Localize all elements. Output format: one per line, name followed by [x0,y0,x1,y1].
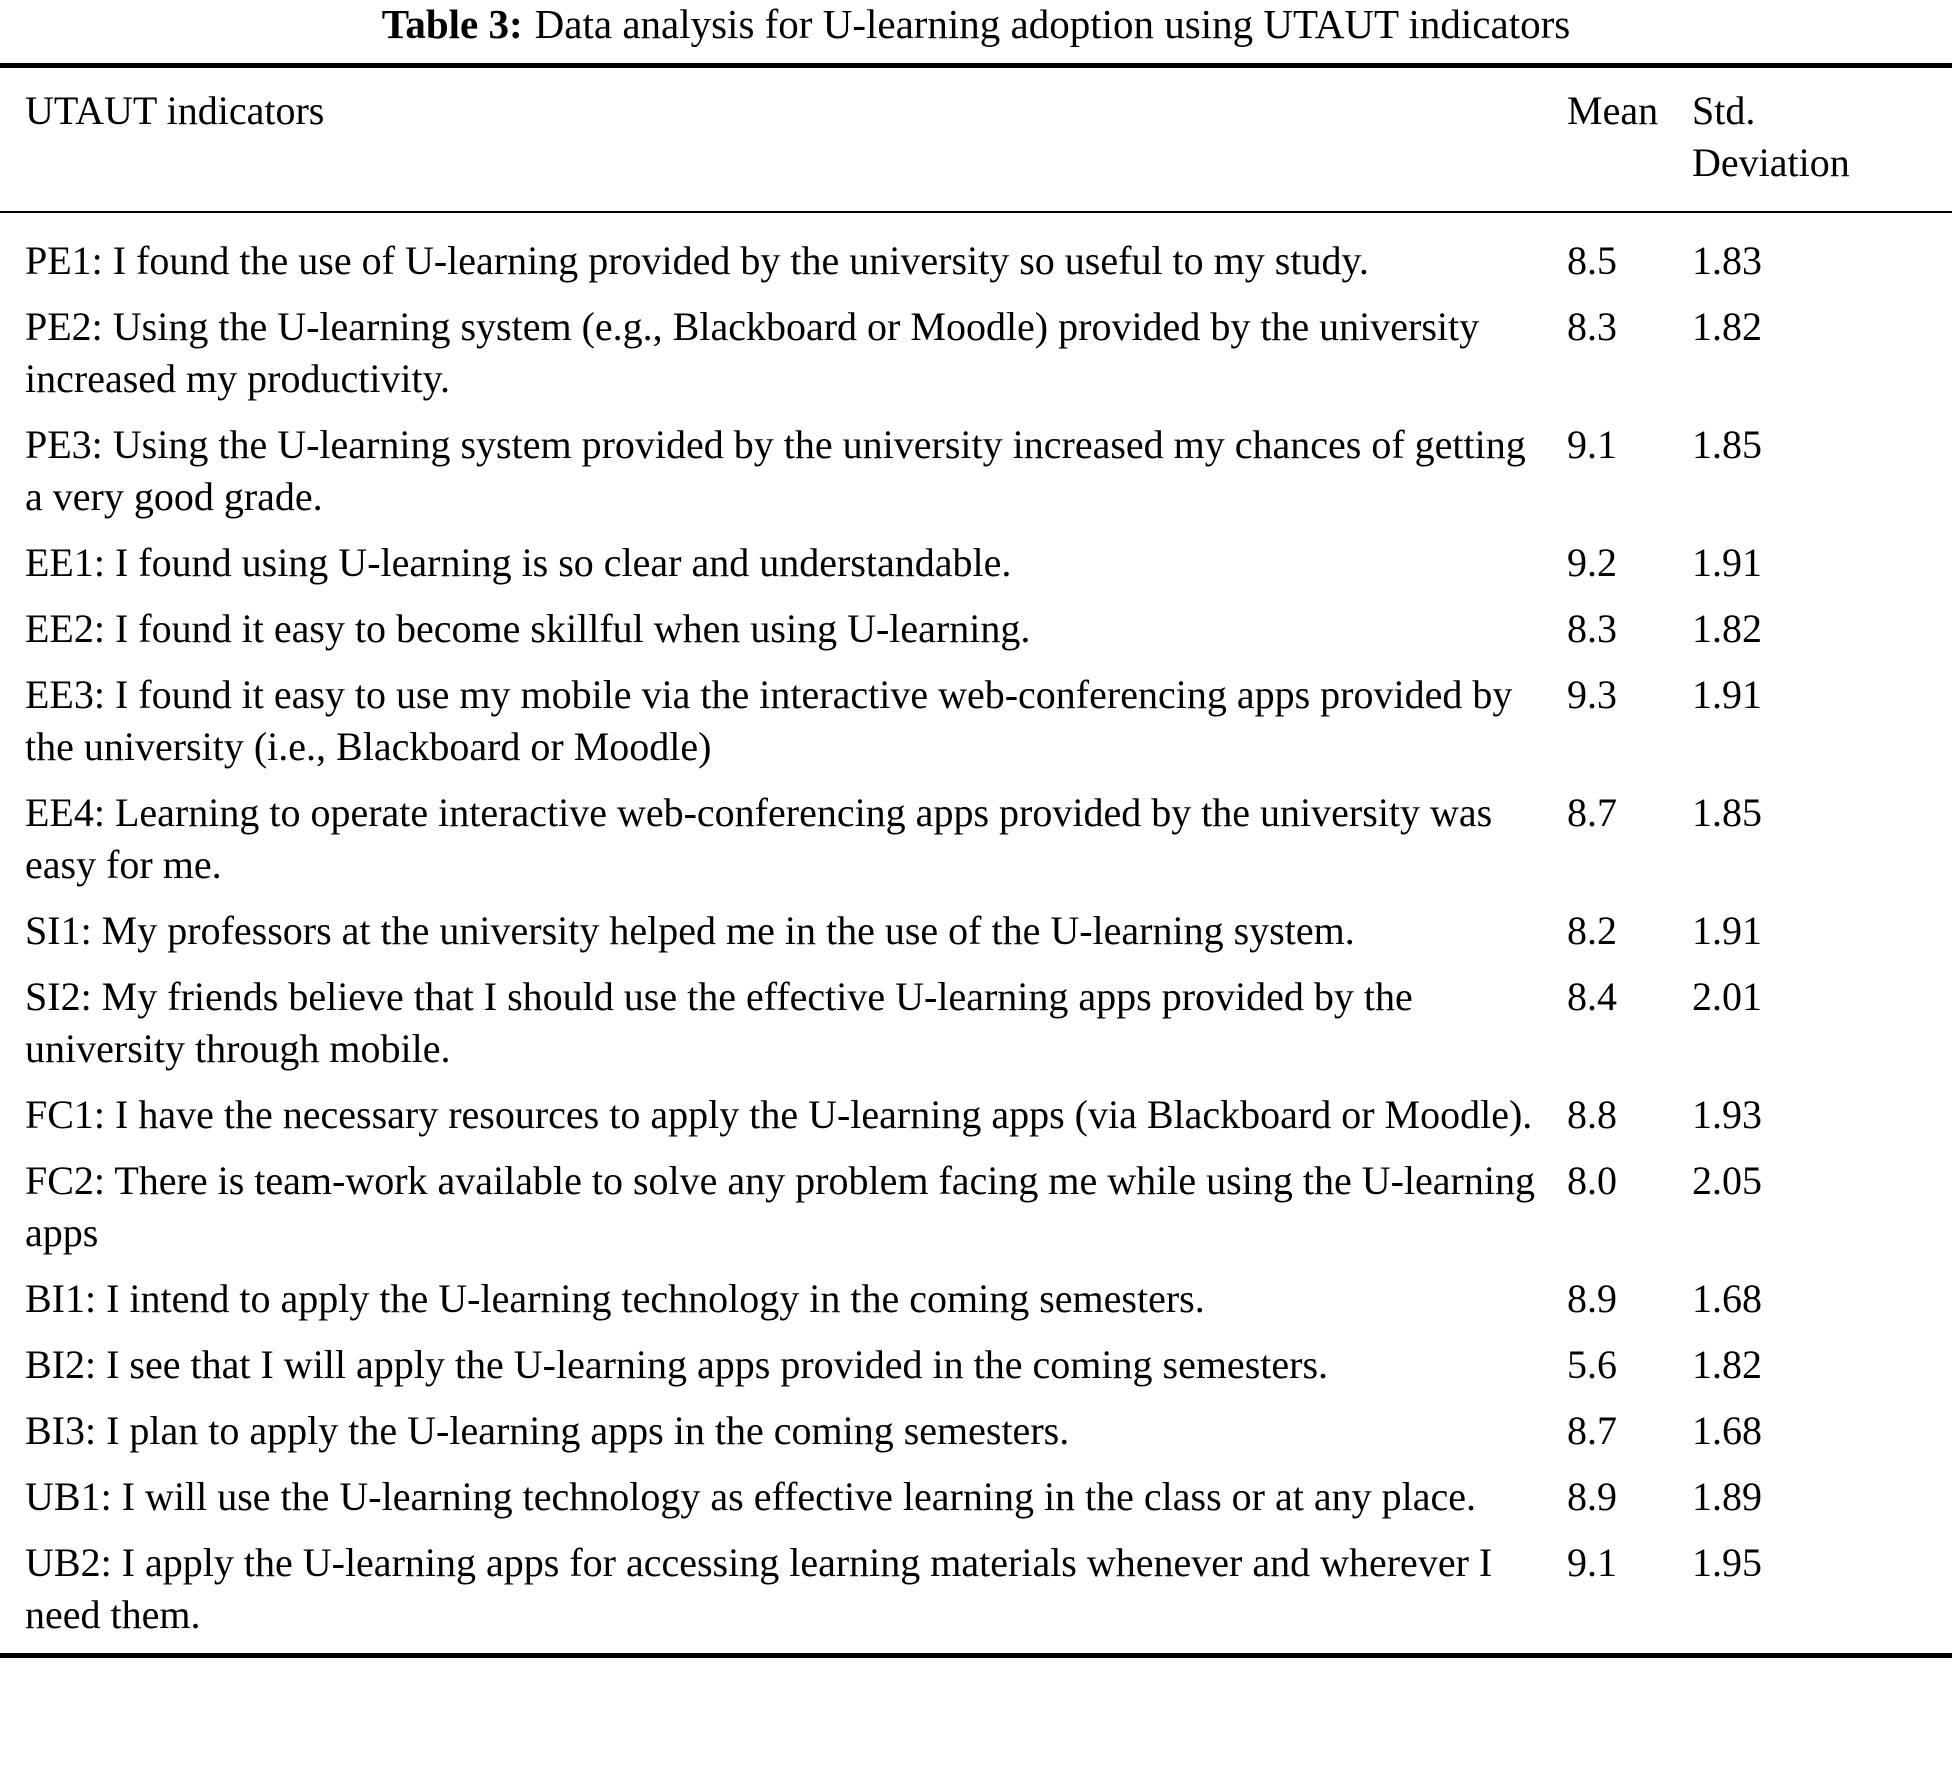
std-deviation-value: 1.91 [1692,672,1762,717]
table-row-PE2 [0,294,1952,412]
table-row-EE1 [0,530,1952,596]
utaut-indicators-table [0,63,1952,1658]
indicator-text: EE4: Learning to operate interactive web-conferencing apps provided by the university was easy for me. [25,790,1493,887]
table-caption [0,0,1952,47]
mean-value: 8.3 [1567,304,1617,349]
std-deviation-value: 1.68 [1692,1276,1762,1321]
table-caption-title: Data analysis for U-learning adoption using UTAUT indicators [534,1,1571,47]
std-deviation-value: 1.91 [1692,540,1762,585]
mean-value: 8.9 [1567,1276,1617,1321]
mean-value: 5.6 [1567,1342,1617,1387]
table-row-EE3 [0,662,1952,780]
std-deviation-value: 1.85 [1692,422,1762,467]
std-deviation-value: 1.82 [1692,1342,1762,1387]
std-deviation-value: 1.89 [1692,1474,1762,1519]
mean-value: 8.4 [1567,974,1617,1019]
std-deviation-value: 1.93 [1692,1092,1762,1137]
mean-value: 8.3 [1567,606,1617,651]
indicator-text: PE1: I found the use of U-learning provided by the university so useful to my study. [25,238,1369,283]
mean-value: 8.2 [1567,908,1617,953]
indicator-text: EE3: I found it easy to use my mobile via the interactive web-conferencing apps provided by the university (i.e., Blackboard or Moodle) [25,672,1513,769]
indicator-text: EE1: I found using U-learning is so clear and understandable. [25,540,1012,585]
std-deviation-value: 1.85 [1692,790,1762,835]
indicator-text: UB1: I will use the U-learning technology as effective learning in the class or at any place. [25,1474,1476,1519]
mean-value: 9.1 [1567,422,1617,467]
table-row-BI3 [0,1398,1952,1464]
std-deviation-value: 1.83 [1692,238,1762,283]
indicator-text: BI1: I intend to apply the U-learning technology in the coming semesters. [25,1276,1205,1321]
table-row-SI1 [0,898,1952,964]
indicator-text: FC2: There is team-work available to solve any problem facing me while using the U-learning apps [25,1158,1535,1255]
column-header-std-line1: Std. [1692,88,1756,133]
mean-value: 9.2 [1567,540,1617,585]
mean-value: 8.7 [1567,1408,1617,1453]
column-header-std-deviation [1692,66,1952,213]
table-row-BI2 [0,1332,1952,1398]
mean-value: 8.0 [1567,1158,1617,1203]
table-row-PE1 [0,212,1952,294]
mean-value: 8.9 [1567,1474,1617,1519]
table-row-UB2 [0,1530,1952,1656]
std-deviation-value: 1.82 [1692,606,1762,651]
table-row-SI2 [0,964,1952,1082]
mean-value: 9.3 [1567,672,1617,717]
table-row-FC2 [0,1148,1952,1266]
mean-value: 8.5 [1567,238,1617,283]
indicator-text: SI2: My friends believe that I should use the effective U-learning apps provided by the university through mobile. [25,974,1413,1071]
indicator-text: PE2: Using the U-learning system (e.g., Blackboard or Moodle) provided by the university increased my productivity. [25,304,1480,401]
indicator-text: SI1: My professors at the university helped me in the use of the U-learning system. [25,908,1355,953]
table-row-UB1 [0,1464,1952,1530]
table-row-PE3 [0,412,1952,530]
mean-value: 8.8 [1567,1092,1617,1137]
std-deviation-value: 1.68 [1692,1408,1762,1453]
std-deviation-value: 1.95 [1692,1540,1762,1585]
column-header-utaut-indicators: UTAUT indicators [0,66,1567,213]
std-deviation-value: 2.05 [1692,1158,1762,1203]
mean-value: 9.1 [1567,1540,1617,1585]
column-header-std-line2: Deviation [1692,140,1850,185]
table-header-row [0,66,1952,213]
table-row-EE2 [0,596,1952,662]
indicator-text: BI3: I plan to apply the U-learning apps in the coming semesters. [25,1408,1070,1453]
table-row-EE4 [0,780,1952,898]
table-caption-number: Table 3: [381,1,523,47]
indicator-text: UB2: I apply the U-learning apps for accessing learning materials whenever and wherever I need them. [25,1540,1493,1637]
std-deviation-value: 1.82 [1692,304,1762,349]
indicator-text: BI2: I see that I will apply the U-learning apps provided in the coming semesters. [25,1342,1329,1387]
table-row-FC1 [0,1082,1952,1148]
std-deviation-value: 1.91 [1692,908,1762,953]
indicator-text: PE3: Using the U-learning system provided by the university increased my chances of getting a very good grade. [25,422,1526,519]
indicator-text: EE2: I found it easy to become skillful when using U-learning. [25,606,1031,651]
indicator-text: FC1: I have the necessary resources to apply the U-learning apps (via Blackboard or Moodle). [25,1092,1533,1137]
column-header-mean: Mean [1567,66,1692,213]
table-row-BI1 [0,1266,1952,1332]
std-deviation-value: 2.01 [1692,974,1762,1019]
mean-value: 8.7 [1567,790,1617,835]
